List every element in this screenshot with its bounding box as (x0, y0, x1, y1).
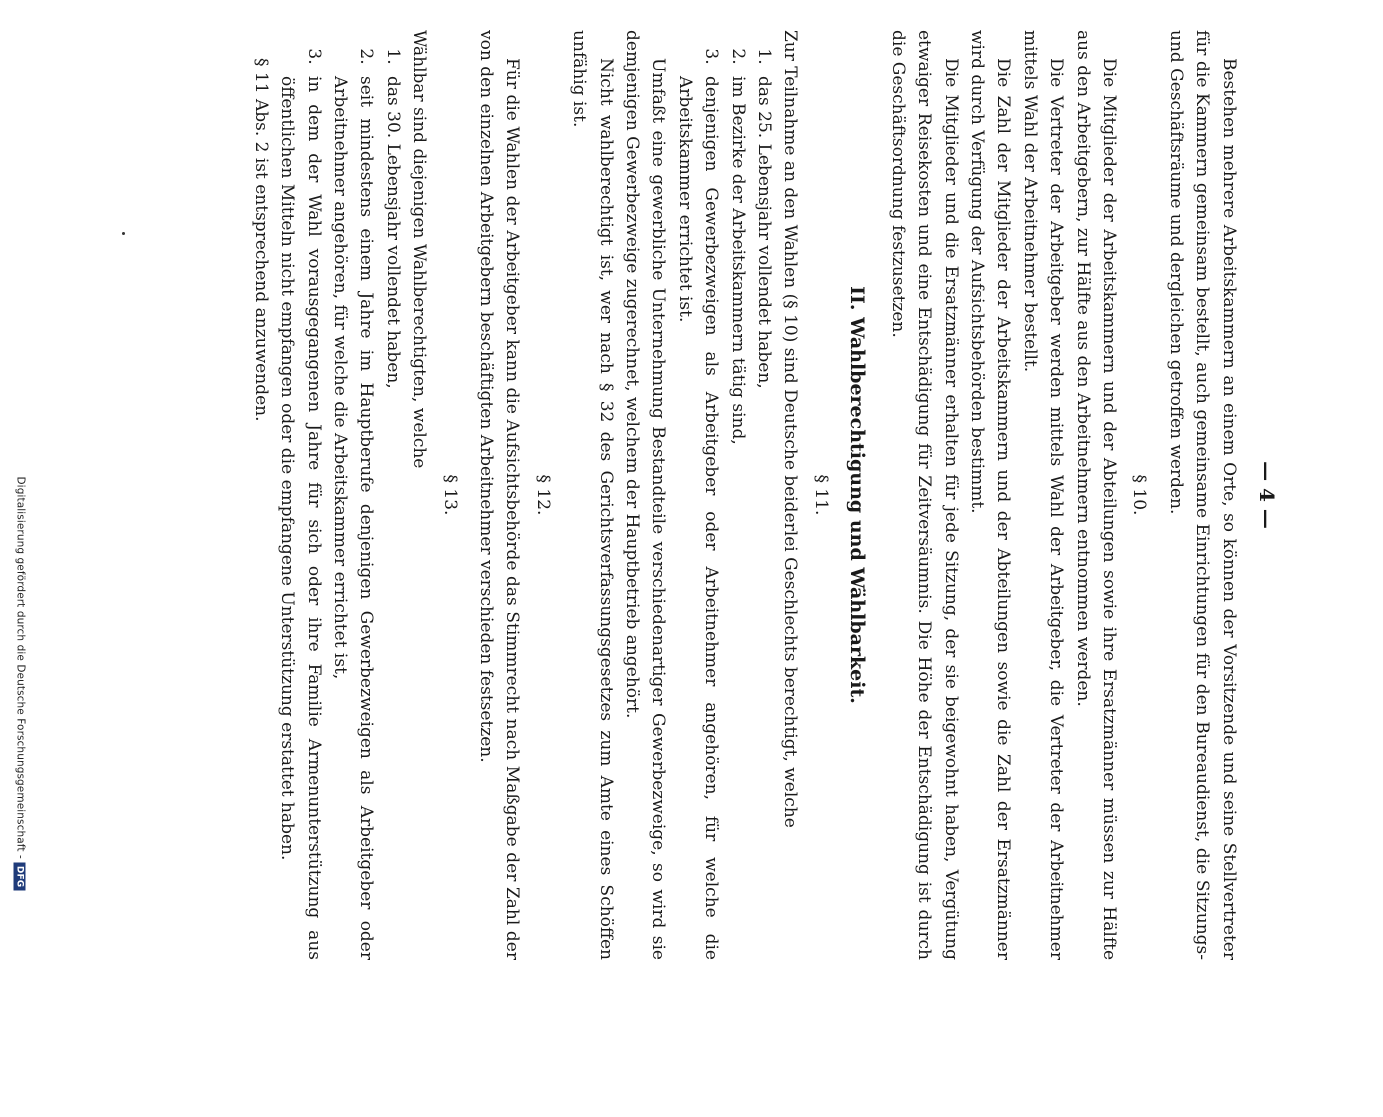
page-body (170, 30, 1280, 960)
s11-paragraph-2: Nicht wahlberechtigt ist, wer nach § 32 des Gerichtsverfassungsgesetzes zum Amte eines Schöffen unfähig ist. (569, 30, 616, 960)
s10-paragraph-3: Die Zahl der Mitglieder der Arbeitskammern und der Abteilungen sowie die Zahl der Ersatzmänner wird durch Verfügung der Aufsichtsbehörden bestimmt. (966, 30, 1014, 960)
scan-speck (122, 232, 125, 235)
scanned-page (150, 30, 1279, 970)
s12-paragraph: Für die Wahlen der Arbeitgeber kann die Aufsichtsbehörde das Stimmrecht nach Maßgabe der Zahl der von den einzelnen Arbeitgebern beschäftigten Arbeitnehmer verschieden festsetzen. (476, 30, 523, 960)
section-10-heading: § 10. (1129, 474, 1150, 516)
chapter-heading: II. Wahlberechtigung und Wählbarkeit. (846, 286, 869, 704)
digitization-credit (14, 477, 27, 1117)
s10-paragraph-1: Die Mitglieder der Arbeitskammern und der Abteilungen sowie ihre Ersatzmänner müssen zur Hälfte aus den Arbeitgebern, zur Hälfte aus den Arbeitnehmern entnommen werden. (1072, 30, 1119, 960)
section-12-heading: § 12. (532, 474, 553, 516)
s11-paragraph-1: Umfaßt eine gewerbliche Unternehmung Bestandteile verschiedenartiger Gewerbezweige, so wird sie demjenigen Gewerbezweige zugerechnet, welchem der Hauptbetrieb angehört. (622, 30, 669, 960)
intro-paragraph: Bestehen mehrere Arbeitskammern an einem Orte, so können der Vorsitzende und seine Stellvertreter für die Kammern gemeinsam bestellt, auch gemeinsame Einrichtungen für den Bureaudienst, die Sitzungs- und Geschäftsräume und dergleichen getroffen werden. (1165, 30, 1239, 960)
s13-item-2: 2. seit mindestens einem Jahre im Hauptberufe denjenigen Gewerbezweigen als Arbeitgeber oder Arbeitnehmer angehören, für welche die Arbeitskammer errichtet ist, (327, 70, 380, 960)
s11-item-2: 2. im Bezirke der Arbeitskammern tätig sind, (724, 70, 750, 960)
s11-item-1: 1. das 25. Lebensjahr vollendet haben, (751, 70, 777, 960)
s10-paragraph-2: Die Vertreter der Arbeitgeber werden mittels Wahl der Arbeitgeber, die Vertreter der Arbeitnehmer mittels Wahl der Arbeitnehmer bestellt. (1019, 30, 1067, 960)
section-11-heading: § 11. (810, 474, 831, 516)
s11-item-3: 3. denjenigen Gewerbezweigen als Arbeitgeber oder Arbeitnehmer angehören, für welche die Arbeitskammer errichtet ist. (671, 70, 724, 960)
s10-paragraph-4: Die Mitglieder und die Ersatzmänner erhalten für jede Sitzung, der sie beigewohnt haben, Vergütung etwaiger Reisekosten und eine Entschädigung für Zeitversäumnis. Die Höhe der Entschädigung ist durch die Geschäftsordnung festzusetzen. (887, 30, 961, 960)
page-number: — 4 — (1255, 461, 1279, 529)
s13-closing: § 11 Abs. 2 ist entsprechend anzuwenden. (250, 58, 271, 422)
section-13-heading: § 13. (439, 474, 460, 516)
s13-item-3: 3. in dem der Wahl vorausgegangenen Jahre für sich oder ihre Familie Armenunterstützung aus öffentlichen Mitteln nicht empfangen oder die empfangene Unterstützung erstattet haben. (274, 70, 327, 960)
s11-intro: Zur Teilnahme an den Wahlen (§ 10) sind Deutsche beiderlei Geschlechts berechtigt, welche (780, 30, 801, 828)
credit-text: Digitalisierung gefördert durch die Deutsche Forschungsgemeinschaft - (14, 476, 27, 859)
s11-list (671, 30, 777, 960)
dfg-logo: DFG (14, 863, 26, 890)
s13-item-1: 1. das 30. Lebensjahr vollendet haben, (379, 70, 405, 960)
s13-intro: Wählbar sind diejenigen Wahlberechtigten, welche (409, 30, 430, 469)
s13-list (274, 30, 406, 960)
